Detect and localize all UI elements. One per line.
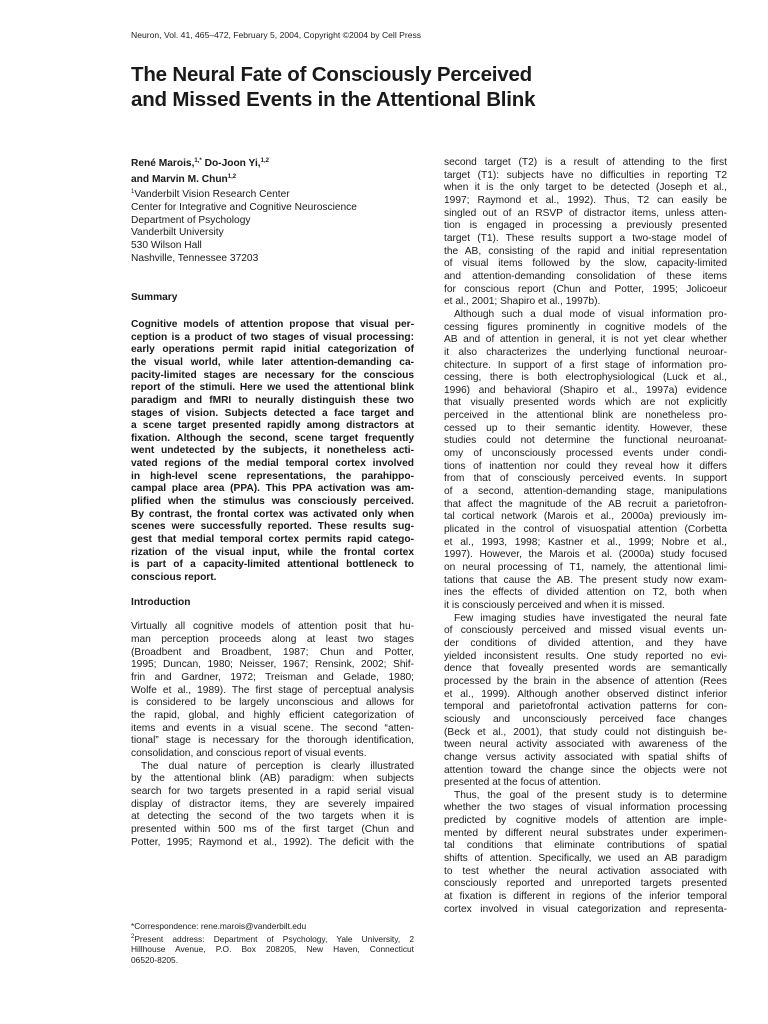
summary-line: a scene target presented rapidly among distractors at — [131, 420, 414, 432]
author-name: Do-Joon Yi, — [201, 158, 261, 169]
summary-line: stages of vision. Subjects detected a face target and — [131, 407, 414, 419]
intro-paragraph-1 — [131, 621, 414, 760]
body-line: (Broadbent and Broadbent, 1987; Chun and Potter, — [131, 646, 414, 658]
author-line-2 — [131, 171, 414, 187]
footnotes — [131, 921, 414, 965]
title-line-1: The Neural Fate of Consciously Perceived — [131, 63, 532, 86]
body-line: Virtually all cognitive models of attention posit that hu- — [131, 621, 414, 633]
body-line: der conditions of divided attention, and they have — [444, 637, 727, 649]
body-line: that affect the magnitude of the AB recruit a parietofron- — [444, 498, 727, 510]
body-line: the AB, consisting of the rapid and initial representation — [444, 245, 727, 257]
body-line: mented by different neural substrates under experimen- — [444, 827, 727, 839]
body-line: singled out of an RSVP of distractor items, unless atten- — [444, 207, 727, 219]
summary-line: plified when the stimulus was consciously perceived. — [131, 496, 414, 508]
body-line: chitecture. In support of a first stage of information pro- — [444, 359, 727, 371]
footnote-text: Present address: Department of Psychology, Yale University, 2 — [134, 933, 414, 944]
affiliation-line: Nashville, Tennessee 37203 — [131, 252, 259, 264]
body-line: when it is the only target to be detected (Joseph et al., — [444, 182, 727, 194]
affiliation-text: Vanderbilt Vision Research Center — [134, 189, 290, 201]
author-block — [131, 155, 414, 265]
body-line: cessing, there is both electrophysiological (Luck et al., — [444, 372, 727, 384]
body-line: tal conditions that eliminate contributions of spatial — [444, 840, 727, 852]
summary-line: scenes were successfully reported. These results sug- — [131, 521, 414, 533]
journal-citation: Neuron, Vol. 41, 465–472, February 5, 2004, Copyright ©2004 by Cell Press — [131, 30, 422, 40]
body-line: of a second, attention-demanding stage, manipulations — [444, 486, 727, 498]
body-line: The dual nature of perception is clearly illustrated — [141, 760, 414, 772]
body-line: of consciously perceived and missed visual events un- — [444, 625, 727, 637]
summary-heading: Summary — [131, 292, 178, 304]
body-line: et al., 1999). Although another observed distinct inferior — [444, 688, 727, 700]
body-line: tween neural activity associated with awareness of the — [444, 739, 727, 751]
author-superscript: 1,* — [194, 158, 202, 164]
body-line: predicted by cognitive models of attention are imple- — [444, 815, 727, 827]
body-line: Wolfe et al., 1989). The first stage of perceptual analysis — [131, 684, 414, 696]
body-line: Potter, 1995; Raymond et al., 1992). The deficit with the — [131, 836, 414, 848]
summary-line: the visual world, while later attention-demanding ca- — [131, 356, 414, 368]
body-line: tal cortical network (Marois et al., 2000a) previously im- — [444, 511, 727, 523]
summary-line: ception is a product of two stages of visual processing: — [131, 331, 414, 343]
body-line: whether the two stages of visual information processing — [444, 802, 727, 814]
body-line: for conscious report (Chun and Potter, 1995; Jolicoeur — [444, 283, 727, 295]
body-line: (Beck et al., 2001), that study could not distinguish be- — [444, 726, 727, 738]
body-line: perceived in the attentional blink are nonetheless pro- — [444, 410, 727, 422]
body-line: shifts of attention. Specifically, we used an AB paradigm — [444, 853, 727, 865]
body-line: is considered to be largely unconscious and allows for — [131, 697, 414, 709]
paper-title — [131, 62, 691, 112]
right-paragraph-3 — [444, 613, 727, 790]
correspondence-footnote: *Correspondence: rene.marois@vanderbilt.edu — [131, 921, 307, 931]
summary-abstract — [131, 319, 414, 585]
body-line: consciously reported and unreported targets presented — [444, 878, 727, 890]
address-footnote-line — [131, 932, 414, 945]
body-line: et al., 1993, 1998; Kastner et al., 1999; Nobre et al., — [444, 536, 727, 548]
right-paragraph-4 — [444, 790, 727, 917]
body-line: yielded inconsistent results. One study reported no evi- — [444, 650, 727, 662]
author-line-1 — [131, 155, 414, 171]
body-line: man perception proceeds along at least two stages — [131, 634, 414, 645]
summary-line: vated regions of the medial temporal cortex involved — [131, 458, 414, 470]
body-line: to test whether the neural activation associated with — [444, 865, 727, 877]
body-line: et al., 2001; Shapiro et al., 1997b). — [444, 296, 601, 308]
body-line: and attention-demanding consolidation of these items — [444, 270, 727, 282]
address-footnote-line: 06520-8205. — [131, 954, 179, 965]
body-line: second target (T2) is a result of attending to the first — [444, 157, 727, 168]
affiliation-line — [131, 186, 414, 202]
body-line: it is consciously perceived and when it is missed. — [444, 599, 665, 611]
body-line: presented at the focus of attention. — [444, 777, 601, 789]
right-column — [444, 157, 727, 916]
body-line: plicated in the control of visuospatial attention (Corbetta — [444, 524, 727, 536]
summary-line: early operations permit rapid initial categorization of — [131, 344, 414, 356]
author-superscript: 1,2 — [260, 158, 269, 164]
affiliation-line: 530 Wilson Hall — [131, 239, 202, 251]
body-line: 1996) and behavioral (Shapiro et al., 1997a) evidence — [444, 384, 727, 396]
left-column — [131, 155, 414, 849]
summary-line: pacity-limited stages are necessary for the conscious — [131, 369, 414, 381]
body-line: target (T1). These results support a two-stage model of — [444, 232, 727, 244]
summary-line: is part of a capacity-limited attentional bottleneck to — [131, 559, 414, 571]
summary-line: By contrast, the frontal cortex was activated only when — [131, 508, 414, 520]
affiliation-superscript: 1 — [131, 189, 135, 196]
body-line: attention toward the change since the objects were not — [444, 764, 727, 776]
body-line: 1997). However, the Marois et al. (2000a) study focused — [444, 549, 727, 561]
summary-line: went undetected by the subjects, it nonetheless acti- — [131, 445, 414, 457]
summary-line: gest that medial temporal cortex permits rapid catego- — [131, 534, 414, 546]
body-line: change versus activity associated with spatial shifts of — [444, 751, 727, 763]
summary-line: fixation. Although the second, scene target frequently — [131, 432, 414, 444]
body-line: it also characterizes the underlying functional neuroar- — [444, 346, 727, 358]
body-line: AB and of attention in general, it is not yet clear whether — [444, 334, 727, 346]
author-name: René Marois, — [131, 158, 195, 169]
affiliation-line: Center for Integrative and Cognitive Neuroscience — [131, 201, 357, 213]
author-superscript: 1,2 — [227, 173, 237, 180]
body-line: 1995; Duncan, 1980; Neisser, 1967; Rensink, 2002; Shif- — [131, 659, 414, 671]
affiliation-line: Vanderbilt University — [131, 227, 224, 239]
footnote-superscript: 2 — [131, 933, 135, 940]
body-line: 1997; Raymond et al., 1992). Thus, T2 can easily be — [444, 194, 727, 206]
title-line-2: and Missed Events in the Attentional Blink — [131, 88, 536, 111]
body-line: consolidation, and conscious report of visual events. — [131, 747, 367, 759]
body-line: presented within 500 ms of the first target (Chun and — [131, 823, 414, 835]
body-line: tional” stage is necessary for the thorough identification, — [131, 735, 414, 747]
body-line: cessed up to their semantic identity. However, these — [444, 422, 727, 434]
body-line: omy of unconsciously processed events under condi- — [444, 448, 727, 460]
body-line: by the attentional blink (AB) paradigm: when subjects — [131, 773, 414, 785]
body-line: tions of inattention nor could they reveal how it differs — [444, 460, 727, 472]
summary-line: rization of the visual input, while the frontal cortex — [131, 546, 414, 558]
body-line: Although such a dual mode of visual information pro- — [454, 308, 727, 320]
body-line: Few imaging studies have investigated the neural fate — [454, 612, 727, 624]
body-line: cortex involved in visual categorization and representa- — [444, 903, 727, 915]
body-line: tations that cause the AB. The present study now exam- — [444, 574, 727, 586]
summary-line: conscious report. — [131, 572, 217, 584]
affiliation-line: Department of Psychology — [131, 214, 251, 226]
author-name: and Marvin M. Chun — [131, 173, 228, 185]
body-line: at fixation is different in regions of the inferior temporal — [444, 891, 727, 903]
body-line: search for two targets presented in a rapid serial visual — [131, 785, 414, 797]
body-line: temporal and parietofrontal activation patterns for con- — [444, 701, 727, 713]
right-paragraph-2 — [444, 309, 727, 613]
body-line: display of distractor items, they are severely impaired — [131, 798, 414, 810]
right-paragraph-1 — [444, 157, 727, 309]
body-line: ines the effects of divided attention on T2, both when — [444, 587, 727, 599]
body-line: that visually presented words which are not explicitly — [444, 397, 727, 409]
body-line: on neural processing of T1, namely, the attentional limi- — [444, 562, 727, 573]
intro-paragraph-2 — [131, 761, 414, 850]
summary-line: in high-level scene representations, the parahippo- — [131, 470, 414, 482]
introduction-heading: Introduction — [131, 596, 191, 608]
body-line: from that of consciously perceived events. In support — [444, 473, 727, 485]
summary-line: campal place area (PPA). This PPA activation was am- — [131, 483, 414, 495]
address-footnote-line: Hillhouse Avenue, P.O. Box 208205, New Haven, Connecticut — [131, 944, 414, 955]
summary-line: paradigm and fMRI to neurally distinguish these two — [131, 394, 414, 406]
body-line: Thus, the goal of the present study is to determine — [454, 789, 727, 801]
summary-line: Cognitive models of attention propose that visual per- — [131, 318, 414, 330]
body-line: items and events in a visual scene. The second “atten- — [131, 722, 414, 734]
body-line: tion is engaged in processing a previously presented — [444, 220, 727, 232]
body-line: the rapid, global, and highly efficient categorization of — [131, 709, 414, 721]
body-line: target (T1): subjects have no difficulties in reporting T2 — [444, 169, 727, 181]
body-line: frin and Gardner, 1972; Treisman and Gelade, 1980; — [131, 671, 414, 683]
body-line: dence that foveally presented words are semantically — [444, 663, 727, 675]
summary-line: report of the stimuli. Here we used the attentional blink — [131, 382, 414, 394]
body-line: cessing figures prominently in cognitive models of the — [444, 321, 727, 333]
body-line: studies could not determine the functional neuroanat- — [444, 435, 727, 447]
body-line: at detecting the second of the two targets when it is — [131, 811, 414, 823]
body-line: of visual items followed by the slow, capacity-limited — [444, 258, 727, 270]
body-line: sciously and unconsciously perceived face changes — [444, 713, 727, 725]
body-line: processed by the brain in the absence of attention (Rees — [444, 675, 727, 687]
